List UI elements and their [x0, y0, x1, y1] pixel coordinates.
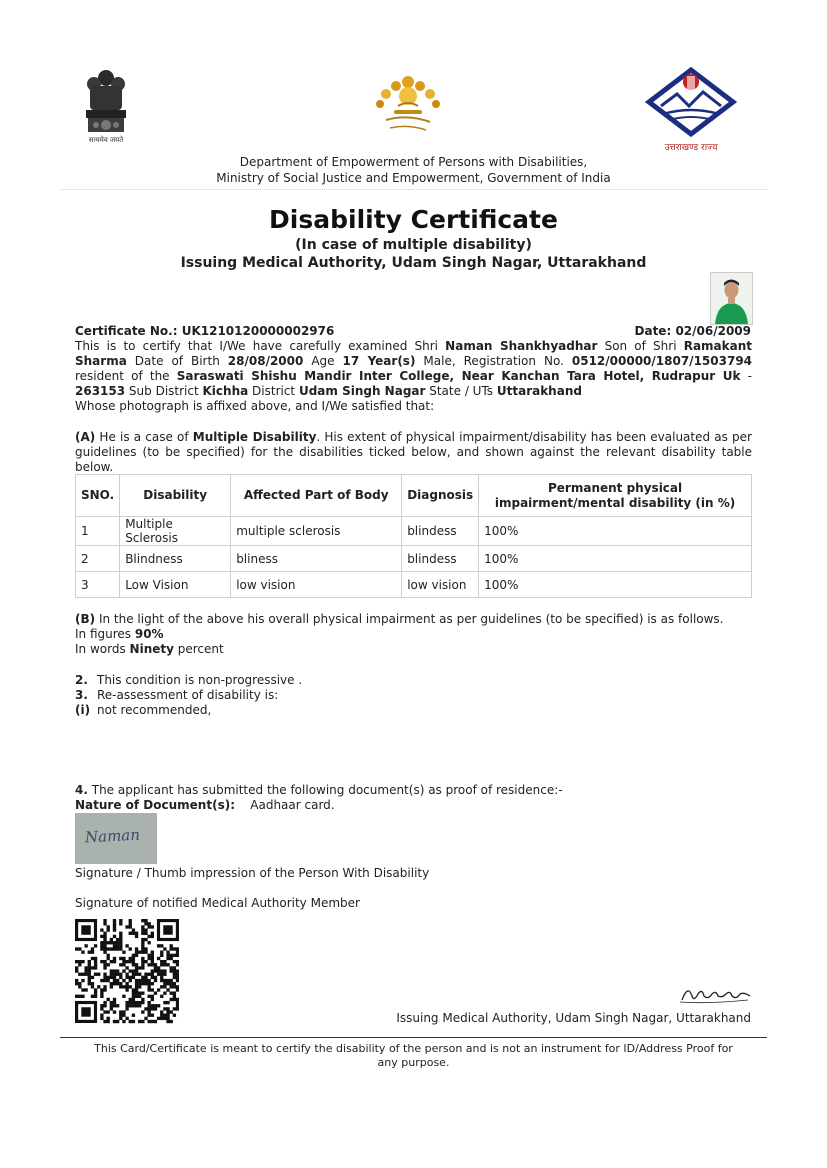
table-cell: 100% — [479, 546, 752, 572]
issuing-authority-heading: Issuing Medical Authority, Udam Singh Nagar, Uttarakhand — [180, 255, 647, 271]
uttarakhand-state-logo — [645, 66, 737, 154]
applicant-photo — [710, 272, 753, 325]
table-cell: Low Vision — [120, 572, 231, 598]
impairment-words: Ninety — [129, 642, 174, 656]
address: Saraswati Shishu Mandir Inter College, Near Kanchan Tara Hotel, Rudrapur Uk — [176, 369, 741, 383]
applicant-signature-image — [75, 813, 157, 864]
date-of-birth: 28/08/2000 — [227, 354, 304, 368]
certificate-number-label: Certificate No.: — [75, 324, 178, 338]
certificate-date-value: 02/06/2009 — [675, 324, 751, 338]
signature-caption: Signature / Thumb impression of the Person With Disability — [75, 866, 430, 880]
section-b-label: (B) — [75, 612, 96, 626]
column-header: SNO. — [76, 475, 120, 517]
table-row — [76, 546, 752, 572]
table-cell: blindess — [402, 517, 479, 546]
table-cell: Blindness — [120, 546, 231, 572]
pincode: 263153 — [75, 384, 126, 398]
disclaimer: This Card/Certificate is meant to certify the disability of the person and is not an instrument for ID/Address Proof for any purpose. — [94, 1042, 733, 1069]
disability-table — [75, 474, 752, 598]
applicant-signature: Naman — [84, 825, 141, 847]
table-cell: 1 — [76, 517, 120, 546]
table-cell: 3 — [76, 572, 120, 598]
accessible-india-logo — [368, 66, 448, 136]
state: Uttarakhand — [496, 384, 582, 398]
table-cell: 100% — [479, 517, 752, 546]
state-label: उत्तराखण्ड राज्य — [664, 143, 718, 153]
department-line1: Department of Empowerment of Persons with Disabilities, — [239, 155, 588, 169]
table-header-row — [76, 475, 752, 517]
authority-signature — [678, 982, 754, 1006]
certificate-title: Disability Certificate — [269, 205, 558, 234]
table-cell: low vision — [402, 572, 479, 598]
column-header: Affected Part of Body — [231, 475, 402, 517]
list-item: 2. This condition is non-progressive . — [75, 673, 303, 687]
section-a-paragraph: (A) He is a case of Multiple Disability. His extent of physical impairment/disability has been evaluated as per guidelines (to be specified) for the disabilities ticked below, and shown against the relevant disability table below. — [75, 430, 752, 474]
certificate-subtitle: (In case of multiple disability) — [295, 237, 532, 253]
father-name: Ramakant Sharma — [75, 339, 752, 368]
table-cell: Multiple Sclerosis — [120, 517, 231, 546]
disability-case: Multiple Disability — [192, 430, 317, 444]
applicant-name: Naman Shankhyadhar — [445, 339, 598, 353]
table-row — [76, 517, 752, 546]
column-header: Disability — [120, 475, 231, 517]
certification-paragraph: This is to certify that I/We have carefully examined Shri Naman Shankhyadhar Son of Shri Ramakant Sharma Date of Birth 28/08/2000 Age 17 Year(s) Male, Registration No. 0512/00000/1807/1503794 resident of the Saraswati Shishu Mandir Inter College, Near Kanchan Tara Hotel, Rudrapur Uk - 263153 Sub District Kichha District Udam Singh Nagar State / UTs Uttarakhand Whose photograph is affixed above, and I/We satisfied that: — [75, 339, 753, 413]
impairment-figures: 90% — [134, 627, 164, 641]
registration-number: 0512/00000/1807/1503794 — [571, 354, 753, 368]
list-item: (i) not recommended, — [75, 703, 212, 717]
nature-of-document-label: Nature of Document(s): — [75, 798, 235, 812]
certificate-number-value: UK1210120000002976 — [181, 324, 335, 338]
table-cell: multiple sclerosis — [231, 517, 402, 546]
column-header: Diagnosis — [402, 475, 479, 517]
district: Udam Singh Nagar — [298, 384, 426, 398]
photo-affixed-note: Whose photograph is affixed above, and I/We satisfied that: — [75, 399, 435, 413]
age: 17 Year(s) — [342, 354, 416, 368]
certificate-number — [75, 324, 334, 338]
table-cell: bliness — [231, 546, 402, 572]
department-line2: Ministry of Social Justice and Empowerment, Government of India — [216, 170, 611, 185]
table-row — [76, 572, 752, 598]
section-b-paragraph: (B) In the light of the above his overall physical impairment as per guidelines (to be specified) is as follows. In figures 90% In words Ninety percent — [75, 612, 724, 656]
issuing-authority-footer: Issuing Medical Authority, Udam Singh Nagar, Uttarakhand — [396, 1011, 751, 1025]
certificate-date — [635, 324, 751, 338]
national-emblem-logo — [80, 66, 132, 150]
section-a-label: (A) — [75, 430, 96, 444]
header-divider — [60, 189, 767, 190]
table-cell: low vision — [231, 572, 402, 598]
list-item: 3. Re-assessment of disability is: — [75, 688, 279, 702]
sub-district: Kichha — [202, 384, 249, 398]
column-header: Permanent physical impairment/mental disability (in %) — [479, 475, 752, 517]
assessment-points — [75, 673, 302, 718]
department-heading — [0, 155, 827, 186]
nature-of-document: Aadhaar card. — [250, 798, 335, 812]
footer-divider — [60, 1037, 767, 1038]
table-cell: 100% — [479, 572, 752, 598]
documents-section: 4. The applicant has submitted the following document(s) as proof of residence:- Nature of Document(s): Aadhaar card. — [75, 783, 563, 812]
emblem-motto: सत्यमेव जयते — [88, 136, 124, 144]
medical-authority-signature-caption: Signature of notified Medical Authority Member — [75, 896, 360, 910]
table-cell: blindess — [402, 546, 479, 572]
table-cell: 2 — [76, 546, 120, 572]
certificate-date-label: Date: — [634, 324, 672, 338]
qr-code[interactable] — [75, 919, 179, 1025]
